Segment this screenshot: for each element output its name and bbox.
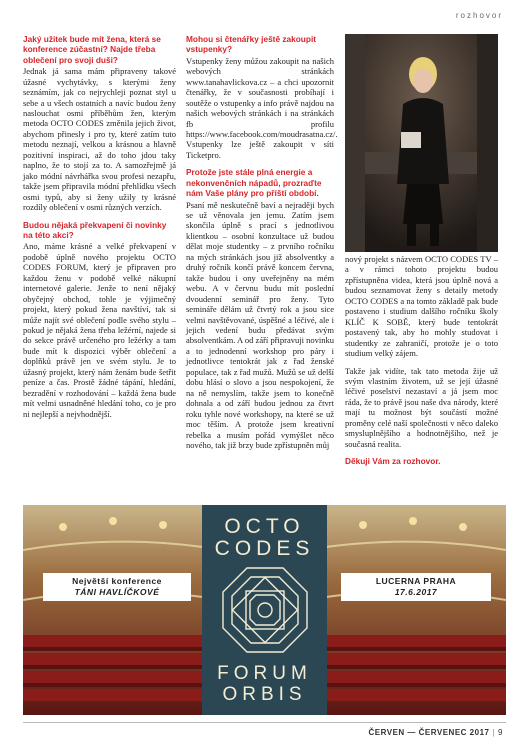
- closing-line: Děkuji Vám za rozhovor.: [345, 456, 441, 467]
- venue-name: LUCERNA PRAHA: [375, 576, 457, 586]
- event-date: 17.6.2017: [394, 587, 438, 597]
- answer-paragraph-3: Vstupenky ženy můžou zakoupit na našich webových stránkách www.tanahavlickova.cz – a chci upozornit čtenářky, že v současnosti probíhají i soutěže o vstupenky a info právě najdou na našich webových stránkách i na stránkách fb profilu https://www.facebook.com/moudrasatna.cz/. Vstupenky lze ještě zakoupit v síti Ticketpro.: [186, 55, 338, 160]
- question-heading-4: Protože jste stále plná energie a nekonvenčních nápadů, prozraďte nám Vaše plány pro příští období.: [186, 167, 322, 199]
- article-column-3: [345, 254, 498, 466]
- answer-paragraph-6: Takže jak vidíte, tak tato metoda žije už svým vlastním životem, už se její úžasné léčivé poselství nezastaví a já jsem moc ráda, že to právě jsou naše dva národy, které mají tu možnost být součástí možné proměny celé naší společnosti v něco daleko smysluplnějšího a hodnotnějšího, než je současná realita.: [345, 365, 498, 449]
- conference-title-line2: TÁNI HAVLÍČKOVÉ: [74, 587, 160, 597]
- article-column-2: [186, 34, 338, 457]
- octo-codes-logo-panel: [202, 505, 327, 715]
- octagon-emblem-icon: [220, 565, 310, 655]
- answer-paragraph-4: Psaní mě neskutečně baví a nejraději bych se už věnovala jen jemu. Zatím jsem skončila úplně s prací s jednotlivou klientkou – osobní konzultace už budou dělat moje studentky – z prvního ročníku na mých stránkách jsou již absolventky a druhý ročník končí právě koncem června, takže budou i ony uveřejněny na mém webu. A v červnu budu mít poslední dvoudenní seminář pro ženy. Tyto semináře dělám už čtvrtý rok a jsou sice velmi navštěvované, úspěšné a léčivé, ale i jejich vedení budu předávat svým absolventkám. A od září připravuji novinku a to jednodenní workshop pro páry i jednotlivce tentokrát jak z řad ženské populace, tak z řad mužů. Mužů se už delší dobu hlásí o slovo a jsou nespokojení, že na ně nemyslím, takže jsem to konečně dohnala a od září budou jednou za čtvrt roku tyhle nové workshopy, na které se už moc těším. A protože jsem kreativní rebelka a musím pořád vymýšlet něco nového, tak již brzy bude zpřístupněn můj: [186, 199, 334, 450]
- speaker-photo: [345, 34, 498, 252]
- answer-paragraph-5: nový projekt s názvem OCTO CODES TV – a v rámci tohoto projektu budou zpřístupněna videa, která jsou úplně nová a budou seznamovat ženy s detaily metody OCTO CODES a na tomto základě pak bude postaveno i studium dalšího ročníku školy KLÍČ K SOBĚ, který bude tentokrát postavený tak, aby ho mohly studovat i studentky ze zahraničí, protože je o toto studium velký zájem.: [345, 254, 498, 359]
- question-heading-2: Budou nějaká překvapení či novinky na této akci?: [23, 219, 167, 240]
- page-footer: ČERVEN — ČERVENEC 2017 | 9: [368, 728, 503, 737]
- question-heading-1: Jaký užitek bude mít žena, která se konference zúčastní? Najde třeba oblečení pro svoji duši?: [23, 34, 161, 65]
- article-column-1: [23, 34, 176, 426]
- footer-rule: [23, 722, 506, 723]
- logo-text-orbis: ORBIS: [222, 684, 307, 705]
- answer-paragraph-1: Jednak já sama mám připraveny takové úžasné vychytávky, s kterými ženy seznámím, jak co nejrychleji poznat styl u sebe a u všech ostatních a navíc budou ženy naslouchat osmi příběhům žen, kterým metoda OCTO CODES změnila jejich život, abychom přinesly i pro ty, které zatím tuto metodu neznají, velkou a krásnou a hlavně pozitivní inspiraci, až do toho jdou taky naplno, že to stojí za to. A samozřejmě já jako módní návrhářka svou profesi nezapřu, takže jsem připravila módní přehlídku všech osmi typů, aby si ženy užily ty krásné rozdíly oblečení v osmi různých verzích.: [23, 66, 176, 213]
- section-label: rozhovor: [455, 11, 503, 20]
- conference-title-line1: Největší konference: [72, 576, 162, 586]
- answer-paragraph-2: Ano, máme krásné a velké překvapení v podobě úplně nového projektu OCTO CODES FORUM, který je připraven pro každou ženu v podobě velké nákupní internetové galerie. Jenže to není nějaký obyčejný obchod, tohle je výjimečný projekt, který pokud žena navštíví, tak si může najít své oblečení podle svého stylu – pokud je nějaká žena třeba ležérní, najede si do sekce právě určeného pro ležérky a tam bude mít k dispozici výběr oblečení a doplňků právě jen ve svém stylu. Je to úžasný projekt, který nám ženám bude šetřit peníze a čas. Prostě žádné tápání, hledání, bezradění v rozhodování – každá žena bude mít velmi usnadněné hledání toho, co je pro ni nejlepší a nejvhodnější.: [23, 241, 176, 419]
- issue-label: ČERVEN — ČERVENEC 2017: [368, 728, 490, 737]
- conference-banner: [23, 505, 506, 715]
- logo-text-codes: CODES: [214, 537, 315, 560]
- venue-date-ribbon: [341, 573, 491, 601]
- logo-text-octo: OCTO: [224, 515, 305, 538]
- page-number: 9: [498, 728, 503, 737]
- question-heading-3: Mohou si čtenářky ještě zakoupit vstupenky?: [186, 34, 317, 55]
- speaker-photo-illustration: [345, 34, 498, 252]
- logo-text-forum: FORUM: [217, 663, 312, 684]
- conference-title-ribbon: [43, 573, 191, 601]
